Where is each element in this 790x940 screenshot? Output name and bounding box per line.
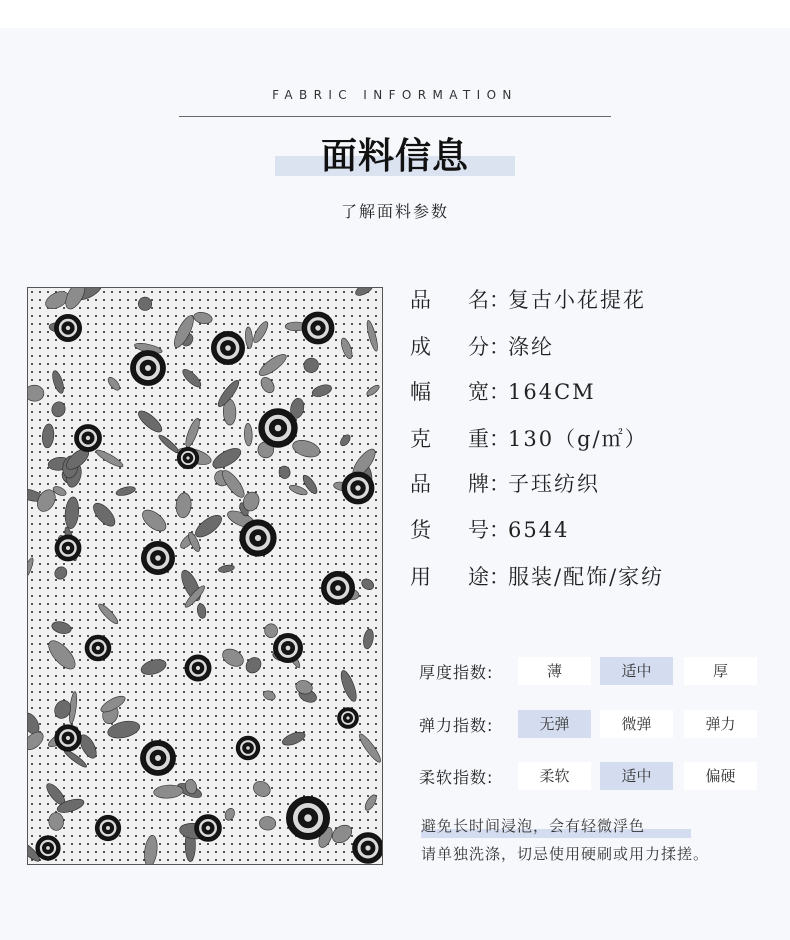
care-note-line-2: 请单独洗涤，切忌使用硬刷或用力揉搓。 xyxy=(421,845,710,863)
spec-label-first-char: 货 xyxy=(410,518,431,542)
index-row xyxy=(419,762,759,790)
rose-motif xyxy=(95,815,120,840)
spec-value: 复古小花提花 xyxy=(508,288,646,312)
spec-label-rest: 名： xyxy=(468,288,510,312)
spec-row xyxy=(410,468,600,498)
index-option-selected: 适中 xyxy=(600,762,673,790)
index-option: 厚 xyxy=(684,657,757,685)
spec-label-first-char: 用 xyxy=(410,565,431,589)
spec-value: 6544 xyxy=(508,518,570,542)
care-note-line-1: 避免长时间浸泡，会有轻微浮色 xyxy=(421,817,646,835)
rose-petal-ring xyxy=(254,534,261,541)
index-label: 弹力指数: xyxy=(419,716,494,735)
leaf-motif xyxy=(264,624,277,638)
spec-row xyxy=(410,514,569,544)
spec-label xyxy=(410,468,508,498)
rose-petal-ring xyxy=(145,365,152,372)
rose-petal-ring xyxy=(304,814,313,823)
rose-motif xyxy=(55,315,82,342)
rose-motif xyxy=(236,736,259,759)
rose-motif xyxy=(55,535,81,561)
index-option-selected: 无弹 xyxy=(518,710,591,738)
rose-petal-ring xyxy=(335,585,342,592)
rose-motif xyxy=(131,351,166,386)
page-title: 面料信息 xyxy=(320,136,469,177)
rose-petal-ring xyxy=(195,665,200,670)
rose-motif xyxy=(212,332,245,365)
page-subtitle: 了解面料参数 xyxy=(340,202,449,221)
index-label: 柔软指数: xyxy=(419,768,494,787)
spec-value: 164CM xyxy=(508,380,596,404)
rose-petal-ring xyxy=(95,645,100,650)
spec-label-first-char: 品 xyxy=(410,472,431,496)
rose-motif xyxy=(259,409,297,447)
index-option: 柔软 xyxy=(518,762,591,790)
header-divider xyxy=(179,116,611,117)
rose-petal-ring xyxy=(186,456,190,460)
rose-petal-ring xyxy=(315,325,321,331)
spec-label xyxy=(410,561,508,591)
index-row xyxy=(419,710,759,738)
spec-value: 服装/配饰/家纺 xyxy=(508,565,665,589)
rose-petal-ring xyxy=(205,825,210,830)
rose-motif xyxy=(55,725,81,751)
spec-label xyxy=(410,514,508,544)
rose-motif xyxy=(353,833,382,864)
spec-label xyxy=(410,376,508,406)
rose-motif xyxy=(85,635,111,661)
rose-motif xyxy=(195,815,222,842)
rose-petal-ring xyxy=(46,846,51,851)
rose-petal-ring xyxy=(106,826,111,831)
top-band xyxy=(0,0,790,28)
rose-motif xyxy=(142,542,175,575)
spec-label-rest: 宽： xyxy=(468,380,510,404)
rose-petal-ring xyxy=(274,424,282,432)
spec-label-first-char: 品 xyxy=(410,288,431,312)
rose-motif xyxy=(141,741,176,776)
spec-label-rest: 途： xyxy=(468,565,510,589)
spec-label-rest: 牌： xyxy=(468,472,510,496)
section-eyebrow: FABRIC INFORMATION xyxy=(272,88,518,102)
spec-label-first-char: 成 xyxy=(410,335,431,359)
index-option: 偏硬 xyxy=(684,762,757,790)
spec-label xyxy=(410,331,508,361)
index-row xyxy=(419,657,759,685)
index-option: 弹力 xyxy=(684,710,757,738)
rose-petal-ring xyxy=(155,555,162,562)
rose-petal-ring xyxy=(246,746,251,751)
spec-label-rest: 号： xyxy=(468,518,510,542)
rose-petal-ring xyxy=(355,485,361,491)
rose-motif xyxy=(302,312,334,344)
spec-label-rest: 重： xyxy=(468,427,510,451)
spec-value: 涤纶 xyxy=(508,335,554,359)
rose-motif xyxy=(240,520,276,556)
spec-row xyxy=(410,331,554,361)
floral-jacquard-pattern xyxy=(28,288,382,864)
rose-petal-ring xyxy=(285,645,291,651)
rose-motif xyxy=(342,472,374,504)
rose-motif xyxy=(338,708,359,729)
rose-motif xyxy=(36,836,60,860)
rose-petal-ring xyxy=(65,545,70,550)
spec-label-rest: 分： xyxy=(468,335,510,359)
rose-motif xyxy=(75,425,102,452)
rose-petal-ring xyxy=(65,325,70,330)
rose-petal-ring xyxy=(225,345,232,352)
spec-label xyxy=(410,284,508,314)
index-label: 厚度指数: xyxy=(419,663,494,682)
spec-label-first-char: 克 xyxy=(410,427,431,451)
spec-label-first-char: 幅 xyxy=(410,380,431,404)
spec-row xyxy=(410,284,646,314)
index-option: 微弹 xyxy=(600,710,673,738)
spec-row xyxy=(410,376,596,406)
index-option-selected: 适中 xyxy=(600,657,673,685)
rose-petal-ring xyxy=(346,716,350,720)
spec-row xyxy=(410,423,648,453)
spec-label xyxy=(410,423,508,453)
fabric-swatch-image xyxy=(27,287,383,865)
rose-motif xyxy=(322,572,355,605)
rose-petal-ring xyxy=(155,755,162,762)
rose-petal-ring xyxy=(365,845,371,851)
rose-motif xyxy=(177,447,198,468)
spec-row xyxy=(410,561,664,591)
rose-petal-ring xyxy=(65,735,70,740)
rose-motif xyxy=(185,655,211,681)
index-option: 薄 xyxy=(518,657,591,685)
rose-petal-ring xyxy=(85,435,90,440)
rose-motif xyxy=(287,797,330,840)
spec-value: 子珏纺织 xyxy=(508,472,600,496)
spec-value: 130（g/㎡） xyxy=(508,427,648,451)
rose-motif xyxy=(274,634,303,663)
